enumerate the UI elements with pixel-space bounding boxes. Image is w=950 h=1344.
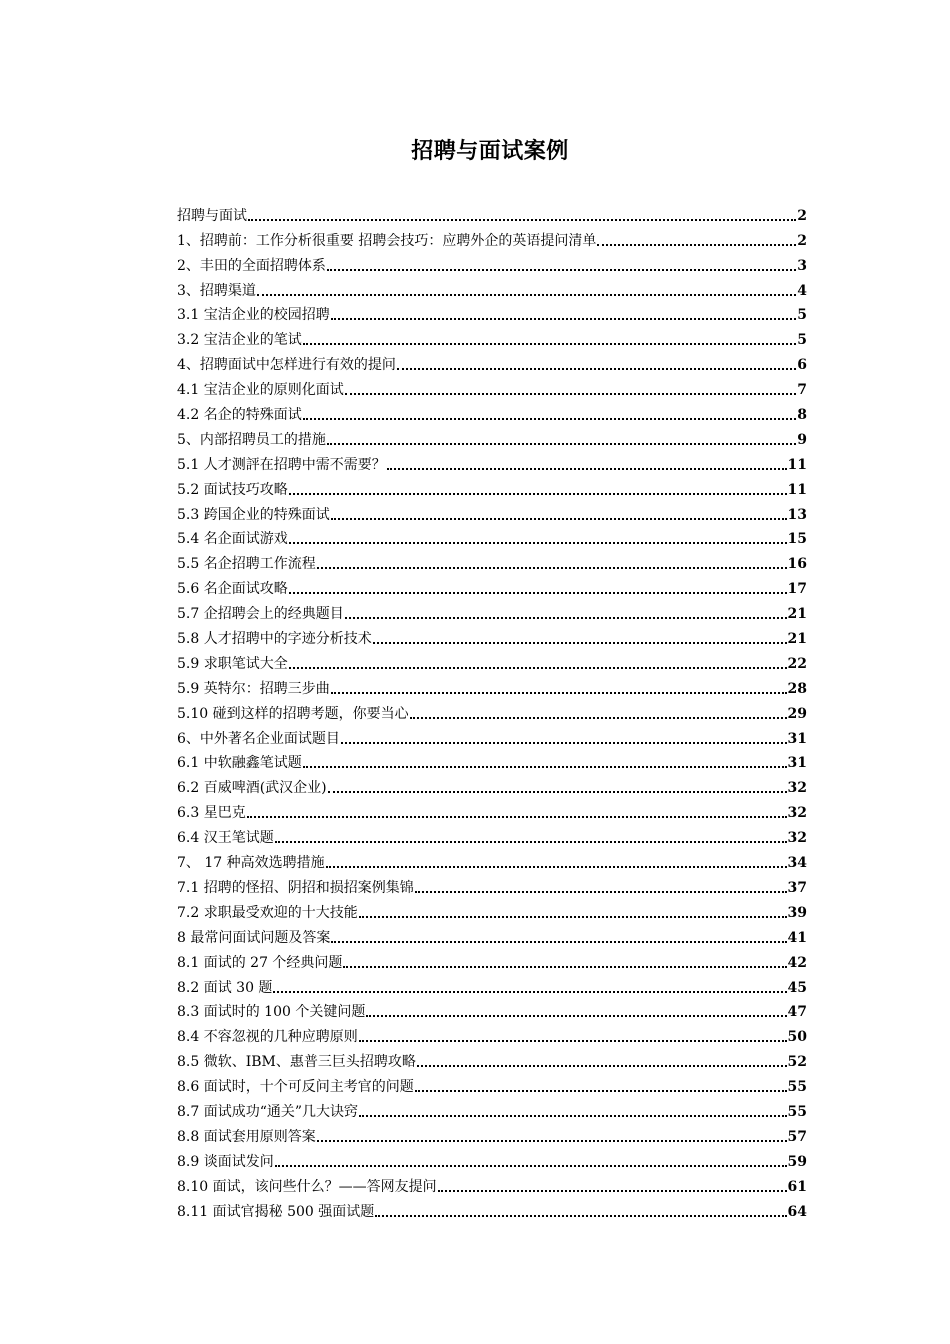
toc-entry[interactable]: [177, 872, 807, 897]
toc-dot-leader: [331, 941, 786, 943]
toc-dot-leader: [317, 1140, 787, 1142]
toc-entry-title: 8.8 面试套用原则答案: [177, 1128, 316, 1145]
toc-entry[interactable]: [177, 897, 807, 922]
toc-entry[interactable]: [177, 1146, 807, 1171]
toc-entry[interactable]: [177, 997, 807, 1022]
toc-dot-leader: [359, 1115, 786, 1117]
toc-page-number: 9: [797, 431, 807, 448]
toc-entry[interactable]: [177, 623, 807, 648]
toc-entry[interactable]: [177, 524, 807, 549]
toc-dot-leader: [248, 219, 796, 221]
toc-entry-title: 5.10 碰到这样的招聘考题，你要当心: [177, 705, 409, 722]
toc-page-number: 52: [787, 1054, 807, 1071]
toc-dot-leader: [345, 393, 797, 395]
toc-entry[interactable]: [177, 548, 807, 573]
toc-page-number: 32: [787, 830, 807, 847]
toc-entry[interactable]: [177, 972, 807, 997]
toc-dot-leader: [289, 592, 787, 594]
toc-entry-title: 5.1 人才测評在招聘中需不需要？: [177, 456, 386, 473]
toc-page-number: 61: [787, 1178, 807, 1195]
toc-dot-leader: [417, 1065, 787, 1067]
toc-dot-leader: [331, 692, 787, 694]
toc-dot-leader: [359, 1040, 787, 1042]
toc-dot-leader: [410, 717, 787, 719]
toc-entry-title: 3.2 宝洁企业的笔试: [177, 332, 302, 349]
toc-entry-title: 8.6 面试时，十个可反问主考官的问题: [177, 1079, 414, 1096]
toc-entry-title: 8.3 面试时的 100 个关键问题: [177, 1004, 366, 1021]
toc-page-number: 31: [787, 730, 807, 747]
toc-entry[interactable]: [177, 847, 807, 872]
toc-entry-title: 5.3 跨国企业的特殊面试: [177, 506, 330, 523]
toc-page-number: 2: [797, 207, 807, 224]
toc-entry[interactable]: [177, 324, 807, 349]
toc-dot-leader: [373, 642, 787, 644]
toc-page-number: 45: [787, 979, 807, 996]
toc-page-number: 32: [787, 780, 807, 797]
toc-entry[interactable]: [177, 349, 807, 374]
toc-page-number: 7: [797, 382, 807, 399]
toc-entry[interactable]: [177, 1021, 807, 1046]
toc-dot-leader: [397, 368, 796, 370]
toc-dot-leader: [375, 1215, 786, 1217]
toc-dot-leader: [415, 1090, 787, 1092]
toc-entry-title: 8 最常问面试问题及答案: [177, 929, 331, 946]
toc-entry[interactable]: [177, 424, 807, 449]
toc-entry[interactable]: [177, 748, 807, 773]
toc-dot-leader: [438, 1190, 787, 1192]
toc-entry-title: 4.2 名企的特殊面试: [177, 407, 302, 424]
toc-entry[interactable]: [177, 250, 807, 275]
toc-entry[interactable]: [177, 772, 807, 797]
toc-page-number: 64: [787, 1203, 807, 1220]
toc-page-number: 6: [797, 357, 807, 374]
toc-dot-leader: [345, 617, 787, 619]
toc-entry-title: 5、内部招聘员工的措施: [177, 431, 326, 448]
toc-page-number: 4: [797, 282, 807, 299]
toc-dot-leader: [415, 891, 787, 893]
toc-entry-title: 4、招聘面试中怎样进行有效的提问: [177, 357, 396, 374]
toc-entry[interactable]: [177, 1046, 807, 1071]
toc-entry-title: 5.9 英特尔：招聘三步曲: [177, 680, 330, 697]
toc-entry-title: 8.7 面试成功“通关”几大诀窍: [177, 1103, 359, 1120]
toc-entry[interactable]: [177, 1171, 807, 1196]
toc-entry-title: 6.2 百威啤酒(武汉企业): [177, 780, 327, 797]
toc-entry[interactable]: [177, 399, 807, 424]
toc-dot-leader: [343, 966, 786, 968]
toc-page-number: 57: [787, 1128, 807, 1145]
toc-page-number: 17: [787, 581, 807, 598]
toc-entry-title: 4.1 宝洁企业的原则化面试: [177, 382, 344, 399]
toc-dot-leader: [387, 468, 787, 470]
toc-entry[interactable]: [177, 698, 807, 723]
toc-entry-title: 2、丰田的全面招聘体系: [177, 257, 326, 274]
toc-entry-title: 3、招聘渠道: [177, 282, 256, 299]
toc-entry-title: 6.1 中软融鑫笔试题: [177, 755, 302, 772]
toc-page-number: 15: [787, 531, 807, 548]
toc-page-number: 42: [787, 954, 807, 971]
toc-page-number: 2: [797, 232, 807, 249]
toc-entry-title: 招聘与面试: [177, 207, 247, 224]
toc-entry[interactable]: [177, 300, 807, 325]
toc-entry[interactable]: [177, 947, 807, 972]
toc-dot-leader: [327, 269, 796, 271]
toc-dot-leader: [366, 1015, 786, 1017]
toc-entry[interactable]: [177, 1121, 807, 1146]
toc-entry[interactable]: [177, 598, 807, 623]
toc-entry[interactable]: [177, 449, 807, 474]
toc-page-number: 50: [787, 1029, 807, 1046]
table-of-contents: [177, 200, 807, 1221]
toc-entry-title: 3.1 宝洁企业的校园招聘: [177, 307, 330, 324]
toc-dot-leader: [275, 841, 787, 843]
toc-entry[interactable]: [177, 200, 807, 225]
toc-page-number: 55: [787, 1079, 807, 1096]
toc-entry-title: 5.5 名企招聘工作流程: [177, 556, 316, 573]
toc-page-number: 16: [787, 556, 807, 573]
toc-entry[interactable]: [177, 723, 807, 748]
toc-entry-title: 8.9 谈面试发问: [177, 1153, 274, 1170]
toc-entry[interactable]: [177, 374, 807, 399]
toc-page-number: 31: [787, 755, 807, 772]
toc-entry-title: 5.7 企招聘会上的经典题目: [177, 606, 344, 623]
toc-entry[interactable]: [177, 648, 807, 673]
toc-dot-leader: [247, 816, 787, 818]
toc-dot-leader: [275, 1165, 787, 1167]
toc-dot-leader: [303, 766, 787, 768]
toc-page-number: 5: [797, 307, 807, 324]
toc-page-number: 59: [787, 1153, 807, 1170]
toc-dot-leader: [327, 443, 796, 445]
toc-dot-leader: [359, 916, 787, 918]
toc-dot-leader: [597, 244, 796, 246]
toc-page-number: 11: [787, 456, 807, 473]
toc-entry-title: 6、中外著名企业面试题目: [177, 730, 340, 747]
toc-entry-title: 7.2 求职最受欢迎的十大技能: [177, 904, 358, 921]
toc-dot-leader: [341, 742, 787, 744]
toc-entry-title: 5.8 人才招聘中的字迹分析技术: [177, 631, 372, 648]
toc-page-number: 28: [787, 680, 807, 697]
toc-entry[interactable]: [177, 922, 807, 947]
toc-entry[interactable]: [177, 1071, 807, 1096]
toc-entry-title: 8.5 微软、IBM、惠普三巨头招聘攻略: [177, 1054, 416, 1071]
toc-entry[interactable]: [177, 573, 807, 598]
toc-dot-leader: [317, 567, 787, 569]
toc-dot-leader: [289, 667, 787, 669]
toc-entry-title: 8.1 面试的 27 个经典问题: [177, 954, 343, 971]
toc-dot-leader: [331, 318, 797, 320]
toc-entry-title: 5.6 名企面试攻略: [177, 581, 288, 598]
toc-entry-title: 6.4 汉王笔试题: [177, 830, 274, 847]
toc-page-number: 11: [787, 481, 807, 498]
toc-page-number: 55: [787, 1103, 807, 1120]
toc-page-number: 13: [787, 506, 807, 523]
toc-dot-leader: [273, 991, 786, 993]
toc-entry-title: 6.3 星巴克: [177, 805, 246, 822]
toc-dot-leader: [257, 294, 796, 296]
toc-entry[interactable]: [177, 1196, 807, 1221]
toc-dot-leader: [326, 866, 787, 868]
toc-dot-leader: [331, 518, 787, 520]
toc-page-number: 47: [787, 1004, 807, 1021]
toc-entry-title: 8.11 面试官揭秘 500 强面试题: [177, 1203, 375, 1220]
toc-dot-leader: [328, 791, 787, 793]
toc-dot-leader: [303, 418, 797, 420]
toc-page-number: 34: [787, 855, 807, 872]
toc-entry-title: 1、招聘前：工作分析很重要 招聘会技巧：应聘外企的英语提问清单: [177, 232, 597, 249]
toc-entry-title: 7、 17 种高效选聘措施: [177, 855, 325, 872]
toc-entry[interactable]: [177, 1096, 807, 1121]
toc-entry-title: 8.2 面试 30 题: [177, 979, 273, 996]
toc-entry-title: 5.4 名企面试游戏: [177, 531, 288, 548]
toc-entry[interactable]: [177, 822, 807, 847]
toc-dot-leader: [303, 343, 797, 345]
toc-entry[interactable]: [177, 275, 807, 300]
toc-entry[interactable]: [177, 797, 807, 822]
toc-dot-leader: [289, 542, 787, 544]
toc-entry[interactable]: [177, 673, 807, 698]
toc-entry[interactable]: [177, 499, 807, 524]
toc-page-number: 5: [797, 332, 807, 349]
toc-page-number: 29: [787, 705, 807, 722]
toc-entry-title: 8.10 面试，该问些什么？——答网友提问: [177, 1178, 437, 1195]
toc-page-number: 3: [797, 257, 807, 274]
toc-entry-title: 5.9 求职笔试大全: [177, 655, 288, 672]
document-title: 招聘与面试案例: [411, 138, 569, 164]
toc-entry-title: 8.4 不容忽视的几种应聘原则: [177, 1029, 358, 1046]
toc-entry-title: 5.2 面试技巧攻略: [177, 481, 288, 498]
toc-page-number: 21: [787, 631, 807, 648]
toc-page-number: 8: [797, 407, 807, 424]
toc-page-number: 37: [787, 879, 807, 896]
toc-dot-leader: [289, 493, 787, 495]
toc-page-number: 41: [787, 929, 807, 946]
toc-page-number: 22: [787, 655, 807, 672]
toc-entry[interactable]: [177, 474, 807, 499]
toc-page-number: 32: [787, 805, 807, 822]
toc-entry[interactable]: [177, 225, 807, 250]
toc-entry-title: 7.1 招聘的怪招、阴招和损招案例集锦: [177, 879, 414, 896]
toc-page-number: 39: [787, 904, 807, 921]
toc-page-number: 21: [787, 606, 807, 623]
